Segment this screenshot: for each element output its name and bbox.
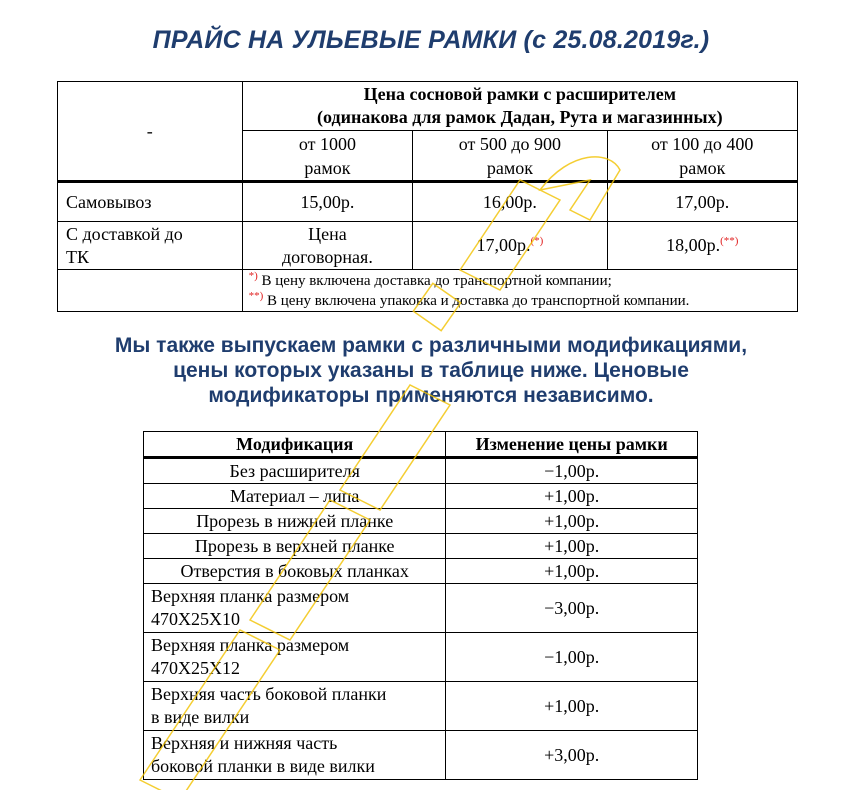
column-header-line: от 500 до 900	[458, 133, 562, 154]
price-change-cell: +3,00р.	[446, 731, 698, 780]
price-cell: 16,00р.	[413, 182, 607, 222]
modification-line: 470X25X12	[151, 658, 240, 678]
footnote-text: В цену включена упаковка и доставка до транспортной компании.	[263, 292, 690, 309]
table-row-footnotes	[58, 270, 798, 312]
footnote	[249, 271, 797, 291]
column-header-line: рамок	[486, 157, 533, 178]
page-title: ПРАЙС НА УЛЬЕВЫЕ РАМКИ (с 25.08.2019г.)	[152, 26, 710, 54]
modification-line: Верхняя планка размером	[151, 586, 350, 606]
footnotes	[242, 270, 797, 312]
row-label: Самовывоз	[58, 182, 243, 222]
price-cell	[607, 222, 797, 270]
modification-cell: Без расширителя	[144, 458, 446, 484]
price-value: 18,00р.	[666, 235, 721, 255]
column-header-1000	[242, 131, 413, 182]
footnote-marker: (**)	[720, 235, 739, 247]
modification-line: Верхняя планка размером	[151, 635, 350, 655]
price-cell	[242, 222, 413, 270]
modification-line: Верхняя и нижняя часть	[151, 733, 338, 753]
price-change-cell: −1,00р.	[446, 633, 698, 682]
modification-line: Верхняя часть боковой планки	[151, 684, 387, 704]
table-row	[144, 458, 698, 484]
price-change-cell: +1,00р.	[446, 484, 698, 509]
intro-line: модификаторы применяются независимо.	[208, 384, 654, 407]
column-header-line: рамок	[304, 157, 351, 178]
price-header	[242, 82, 797, 131]
empty-cell	[58, 270, 243, 312]
column-header-500-900	[413, 131, 607, 182]
price-change-cell: +1,00р.	[446, 534, 698, 559]
table-row	[144, 534, 698, 559]
modification-cell: Материал – липа	[144, 484, 446, 509]
table-row	[144, 731, 698, 780]
row-label-line: ТК	[66, 246, 90, 267]
modification-cell	[144, 584, 446, 633]
modifications-intro	[40, 333, 822, 408]
row-label-line: С доставкой до	[66, 223, 183, 244]
column-header-price-change: Изменение цены рамки	[446, 432, 698, 458]
table-row-delivery	[58, 222, 798, 270]
table-row	[144, 484, 698, 509]
corner-cell: -	[58, 82, 243, 182]
modification-cell	[144, 731, 446, 780]
price-value: 17,00р.	[476, 235, 531, 255]
modification-line: 470X25X10	[151, 609, 240, 629]
table-row	[144, 509, 698, 534]
footnote-marker: (*)	[530, 235, 544, 247]
modification-cell: Отверстия в боковых планках	[144, 559, 446, 584]
column-header-line: от 1000	[298, 133, 356, 154]
modification-cell: Прорезь в верхней планке	[144, 534, 446, 559]
table-row	[144, 559, 698, 584]
price-change-cell: −1,00р.	[446, 458, 698, 484]
footnote-marker: *)	[248, 269, 258, 282]
table-row-pickup	[58, 182, 798, 222]
modification-cell	[144, 633, 446, 682]
table-row	[144, 682, 698, 731]
price-cell-line: договорная.	[281, 246, 373, 267]
modification-line: в виде вилки	[151, 707, 250, 727]
price-change-cell: +1,00р.	[446, 509, 698, 534]
column-header-modification: Модификация	[144, 432, 446, 458]
modification-cell: Прорезь в нижней планке	[144, 509, 446, 534]
intro-line: Мы также выпускаем рамки с различными модификациями,	[114, 334, 748, 357]
table-row	[144, 633, 698, 682]
price-header-line2: (одинакова для рамок Дадан, Рута и магазинных)	[317, 107, 723, 127]
price-change-cell: +1,00р.	[446, 682, 698, 731]
modifications-table	[143, 431, 698, 780]
modification-line: боковой планки в виде вилки	[151, 756, 375, 776]
column-header-100-400	[607, 131, 797, 182]
price-header-line1: Цена сосновой рамки с расширителем	[363, 84, 676, 104]
column-header-line: от 100 до 400	[651, 133, 754, 154]
modification-cell	[144, 682, 446, 731]
column-header-line: рамок	[679, 157, 726, 178]
price-change-cell: −3,00р.	[446, 584, 698, 633]
footnote	[249, 291, 797, 311]
price-change-cell: +1,00р.	[446, 559, 698, 584]
price-table	[57, 81, 798, 312]
footnote-marker: **)	[248, 289, 264, 302]
price-cell: 15,00р.	[242, 182, 413, 222]
price-cell-line: Цена	[308, 223, 347, 244]
intro-line: цены которых указаны в таблице ниже. Ценовые	[173, 359, 689, 382]
price-cell: 17,00р.	[607, 182, 797, 222]
table-row	[144, 584, 698, 633]
footnote-text: В цену включена доставка до транспортной компании;	[257, 272, 612, 289]
row-label	[58, 222, 243, 270]
price-cell	[413, 222, 607, 270]
